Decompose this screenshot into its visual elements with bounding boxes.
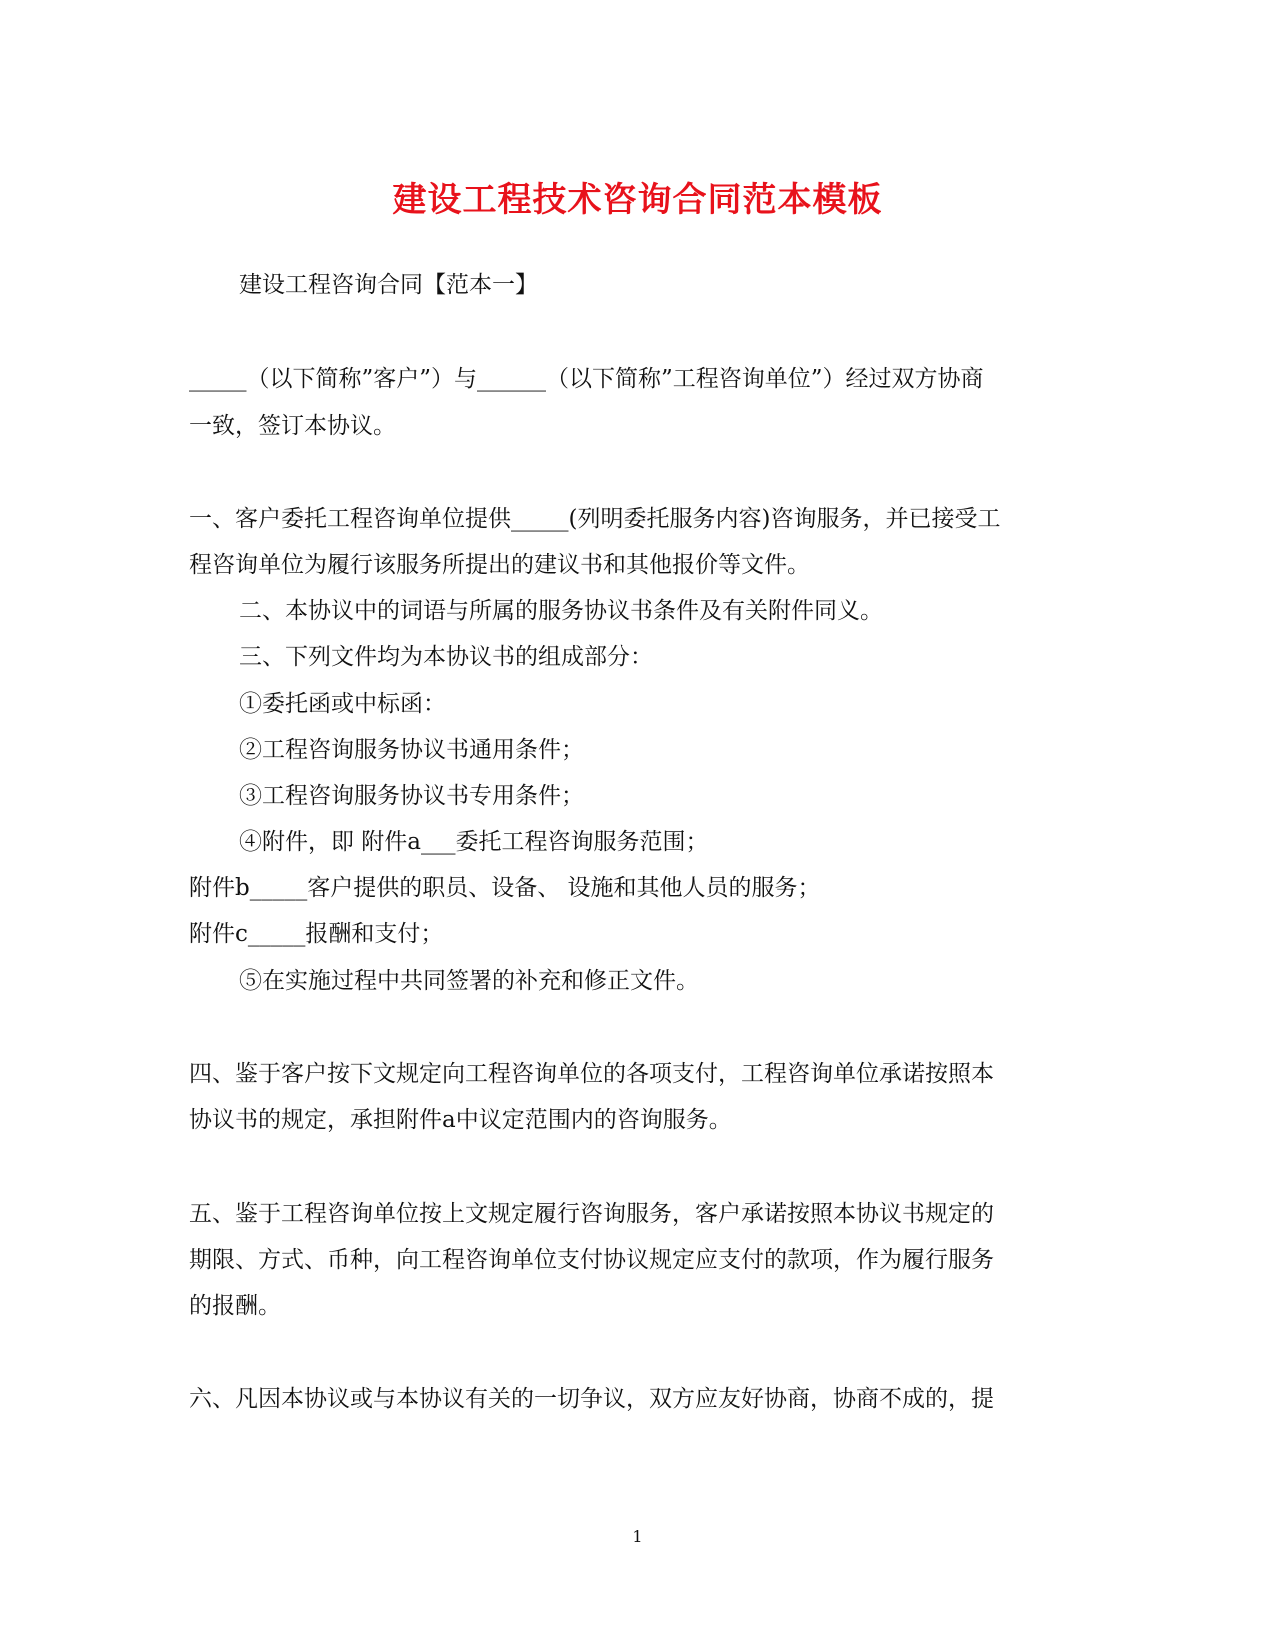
list-item-4: ④附件，即 附件a___委托工程咨询服务范围； bbox=[239, 829, 709, 855]
clause-1-line-1: 一、客户委托工程咨询单位提供_____(列明委托服务内容)咨询服务，并已接受工 bbox=[189, 506, 1001, 532]
list-item-4-attachment-b: 附件b_____客户提供的职员、设备、 设施和其他人员的服务； bbox=[189, 875, 821, 901]
list-item-4-attachment-c: 附件c_____报酬和支付； bbox=[189, 921, 444, 947]
document-subtitle: 建设工程咨询合同【范本一】 bbox=[239, 272, 538, 298]
document-title: 建设工程技术咨询合同范本模板 bbox=[392, 180, 883, 220]
clause-4-line-2: 协议书的规定，承担附件a中议定范围内的咨询服务。 bbox=[189, 1107, 732, 1133]
clause-2: 二、本协议中的词语与所属的服务协议书条件及有关附件同义。 bbox=[239, 598, 883, 624]
list-item-2: ②工程咨询服务协议书通用条件； bbox=[239, 737, 584, 763]
list-item-3: ③工程咨询服务协议书专用条件； bbox=[239, 783, 584, 809]
clause-5-line-1: 五、鉴于工程咨询单位按上文规定履行咨询服务，客户承诺按照本协议书规定的 bbox=[189, 1201, 994, 1227]
page-number: 1 bbox=[632, 1527, 643, 1546]
clause-3: 三、下列文件均为本协议书的组成部分： bbox=[239, 644, 653, 670]
clause-1-line-2: 程咨询单位为履行该服务所提出的建议书和其他报价等文件。 bbox=[189, 552, 810, 578]
clause-5-line-3: 的报酬。 bbox=[189, 1293, 281, 1319]
intro-line-1: _____（以下简称”客户”）与______（以下简称”工程咨询单位”）经过双方协商 bbox=[189, 366, 984, 392]
list-item-1: ①委托函或中标函： bbox=[239, 691, 446, 717]
intro-line-2: 一致，签订本协议。 bbox=[189, 413, 396, 439]
list-item-5: ⑤在实施过程中共同签署的补充和修正文件。 bbox=[239, 968, 699, 994]
clause-6-line-1: 六、凡因本协议或与本协议有关的一切争议，双方应友好协商，协商不成的，提 bbox=[189, 1386, 994, 1412]
clause-4-line-1: 四、鉴于客户按下文规定向工程咨询单位的各项支付，工程咨询单位承诺按照本 bbox=[189, 1061, 994, 1087]
clause-5-line-2: 期限、方式、币种，向工程咨询单位支付协议规定应支付的款项，作为履行服务 bbox=[189, 1247, 994, 1273]
